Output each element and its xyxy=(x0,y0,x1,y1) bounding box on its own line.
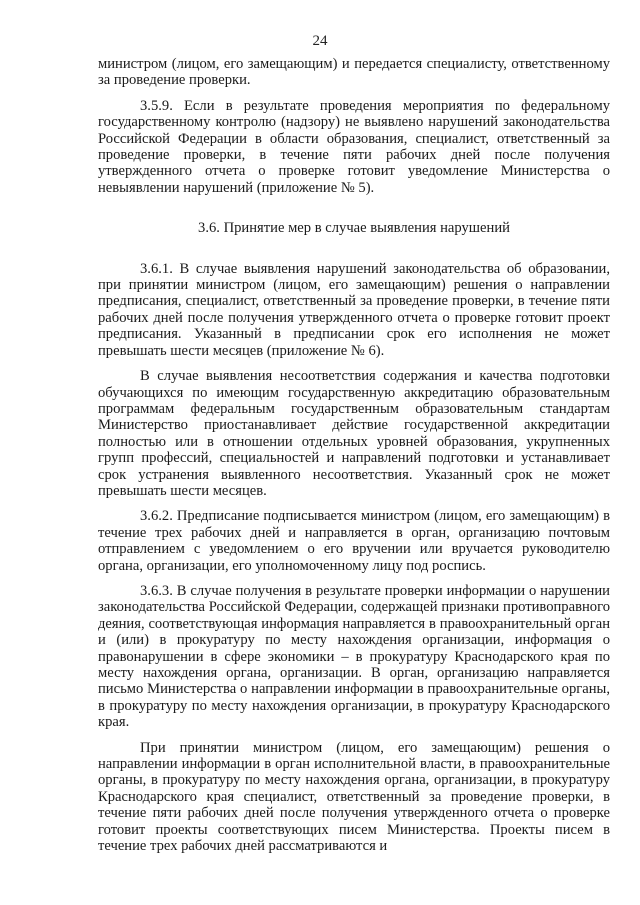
document-body xyxy=(98,56,610,854)
page-number: 24 xyxy=(312,33,328,49)
paragraph-continuation: министром (лицом, его замещающим) и передается специалисту, ответственному за проведение проверки. xyxy=(98,56,610,89)
paragraph-accreditation: В случае выявления несоответствия содержания и качества подготовки обучающихся по имеющим государственную аккредитацию образовательным программам федеральным государственным образовательным стандартам Министерство приостанавливает действие государственной аккредитации полностью или в отношении отдельных уровней образования, укрупненных групп профессий, специальностей и направлений подготовки и устанавливает срок устранения выявленного несоответствия. Указанный срок не может превышать шести месяцев. xyxy=(98,368,610,499)
paragraph-3-6-3: 3.6.3. В случае получения в результате проверки информации о нарушении законодательства Российской Федерации, содержащей признаки противоправного деяния, соответствующая информация направляется в правоохранительный орган и (или) в прокуратуру по месту нахождения организации, информация о правонарушении в сфере экономики – в прокуратуру Краснодарского края по месту нахождения органа, организации. В орган, организацию направляется письмо Министерства о направлении информации в правоохранительные органы, в прокуратуру по месту нахождения организации, в прокуратуру Краснодарского края. xyxy=(98,582,610,731)
paragraph-information-referral: При принятии министром (лицом, его замещающим) решения о направлении информации в орган исполнительной власти, в правоохранительные органы, в прокуратуру по месту нахождения органа, организации, в прокуратуру Краснодарского края специалист, ответственный за проведение проверки, в течение пяти рабочих дней после получения утвержденного отчета о проверке готовит проекты соответствующих писем Министерства. Проекты писем в течение трех рабочих дней рассматриваются и xyxy=(98,739,610,855)
paragraph-3-6-2: 3.6.2. Предписание подписывается министром (лицом, его замещающим) в течение трех рабочих дней и направляется в орган, организацию почтовым отправлением с уведомлением о его вручении или вручается руководителю органа, организации, его уполномоченному лицу под роспись. xyxy=(98,508,610,574)
paragraph-3-5-9: 3.5.9. Если в результате проведения мероприятия по федеральному государственному контролю (надзору) не выявлено нарушений законодательства Российской Федерации в области образования, специалист, ответственный за проведение проверки, в течение пяти рабочих дней после получения утвержденного отчета о проверке готовит уведомление Министерства о невыявлении нарушений (приложение № 5). xyxy=(98,97,610,196)
paragraph-3-6-1: 3.6.1. В случае выявления нарушений законодательства об образовании, при принятии министром (лицом, его замещающим) решения о направлении предписания, специалист, ответственный за проведение проверки, в течение пяти рабочих дней после получения утвержденного отчета о проверке готовит проект предписания. Указанный в предписании срок его исполнения не может превышать шести месяцев (приложение № 6). xyxy=(98,260,610,359)
section-heading-3-6: 3.6. Принятие мер в случае выявления нарушений xyxy=(198,220,510,237)
